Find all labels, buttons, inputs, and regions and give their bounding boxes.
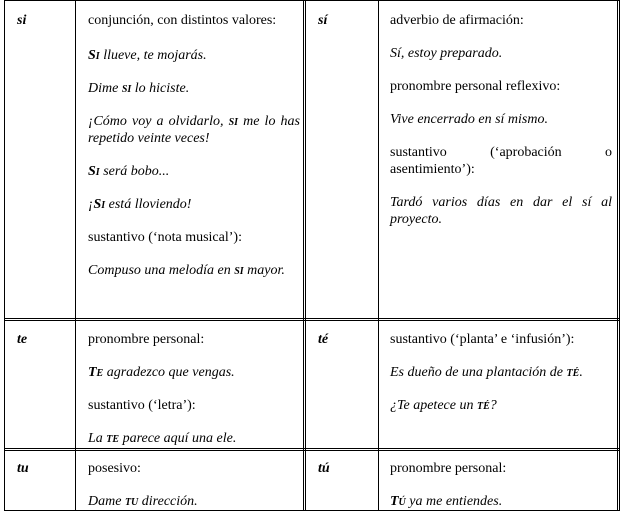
example: ¿Te apetece un té? bbox=[390, 398, 497, 413]
row2-right-content bbox=[390, 331, 612, 414]
accent-table bbox=[4, 0, 620, 511]
example: Dime si lo hiciste. bbox=[88, 81, 190, 96]
row3-left-word: tu bbox=[17, 461, 29, 476]
definition: sustantivo (‘planta’ e ‘infusión’): bbox=[390, 332, 575, 347]
example: Es dueño de una plantación de té. bbox=[390, 365, 583, 380]
table-left-border bbox=[4, 0, 5, 511]
definition: pronombre personal reflexivo: bbox=[390, 79, 561, 94]
row1-right-word: sí bbox=[318, 13, 328, 28]
row2-right-word: té bbox=[318, 332, 329, 347]
row2-left-content bbox=[88, 331, 300, 447]
example: Compuso una melodía en si mayor. bbox=[88, 263, 285, 278]
table-right-border bbox=[617, 0, 620, 511]
definition: pronombre personal: bbox=[390, 461, 507, 476]
definition: sustantivo (‘nota musical’): bbox=[88, 230, 242, 245]
example: Si llueve, te mojarás. bbox=[88, 48, 207, 63]
row3-left-content bbox=[88, 460, 300, 510]
column-divider bbox=[303, 0, 306, 511]
row3-right-content bbox=[390, 460, 612, 510]
example: Si será bobo... bbox=[88, 164, 170, 179]
row1-left-content bbox=[88, 12, 300, 279]
example: Te agradezco que vengas. bbox=[88, 365, 235, 380]
definition: conjunción, con distintos valores: bbox=[88, 13, 277, 28]
definition: posesivo: bbox=[88, 461, 141, 476]
row1-left-word: si bbox=[17, 13, 27, 28]
column-divider bbox=[378, 0, 379, 511]
definition: adverbio de afirmación: bbox=[390, 13, 524, 28]
row1-right-content bbox=[390, 12, 612, 228]
example: Tardó varios días en dar el sí al proyecto. bbox=[390, 195, 612, 227]
example: Tú ya me entiendes. bbox=[390, 494, 503, 509]
row3-right-word: tú bbox=[318, 461, 330, 476]
example: La te parece aquí una ele. bbox=[88, 431, 237, 446]
row-divider bbox=[4, 318, 620, 321]
definition: sustantivo (‘aprobación o asentimiento’): bbox=[390, 145, 612, 177]
example: Dame tu dirección. bbox=[88, 494, 198, 509]
example: ¡Si está lloviendo! bbox=[88, 197, 192, 212]
example: Sí, estoy preparado. bbox=[390, 46, 503, 61]
table-bottom-border bbox=[4, 510, 620, 511]
example: ¡Cómo voy a olvidarlo, si me lo has repetido veinte veces! bbox=[88, 114, 301, 146]
table-top-border bbox=[4, 0, 620, 1]
column-divider bbox=[75, 0, 76, 511]
row2-left-word: te bbox=[17, 332, 28, 347]
example: Vive encerrado en sí mismo. bbox=[390, 112, 548, 127]
row-divider bbox=[4, 448, 620, 451]
definition: pronombre personal: bbox=[88, 332, 205, 347]
definition: sustantivo (‘letra’): bbox=[88, 398, 196, 413]
